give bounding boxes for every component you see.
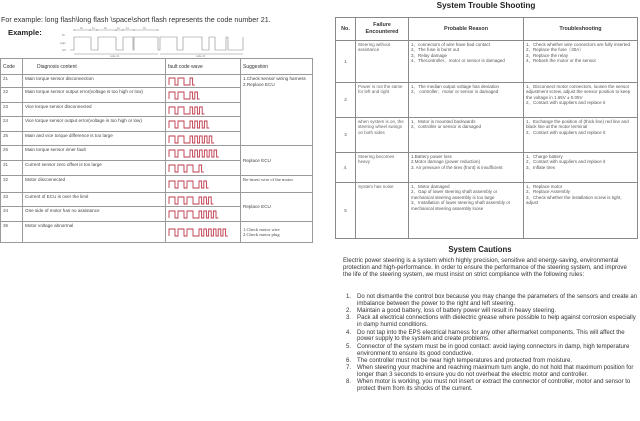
fault-wave [166, 176, 241, 193]
suggestion [241, 176, 313, 193]
fault-wave-icon [168, 209, 238, 219]
suggestion [241, 146, 313, 176]
reason-line: 2、controller or sensor is damaged [411, 124, 482, 130]
trouble-row [336, 118, 638, 153]
diagnosis-content: Current sensor zero offset is too large [23, 161, 166, 176]
caution-number: 1. [346, 293, 352, 300]
trouble-shooting-table [335, 17, 638, 239]
caution-text: Maintain a good battery, loss of battery power will result in heavy steering. [357, 307, 557, 315]
trouble-row [336, 183, 638, 239]
svg-text:3s: 3s [104, 27, 107, 30]
svg-text:1s: 1s [126, 27, 129, 30]
probable-reason [409, 83, 524, 118]
caution-text: Do not dismantle the control box because you may change the parameters of the sensors and create an imbalance between the power to the right and left steering. [357, 293, 638, 307]
diagnosis-content: Main torque sensor output error(voltage is too high or low) [23, 88, 166, 103]
caution-number: 7. [346, 364, 352, 372]
fault-wave-icon [168, 179, 238, 189]
fault-code: 26 [1, 146, 23, 161]
fault-wave [166, 132, 241, 146]
trouble-shooting-title: System Trouble Shooting [436, 1, 536, 10]
caution-item [346, 330, 640, 344]
fix-line: 3、Check whether the installation screw is tight，adjust [526, 194, 625, 206]
fault-row [1, 193, 313, 207]
suggestion-line: 2.Replace ECU [243, 81, 275, 87]
fault-wave [166, 207, 241, 222]
header-troubleshooting: Troubleshooting [524, 18, 638, 41]
reason-line: 3、Relay damage [411, 52, 448, 58]
caution-number: 5. [346, 342, 352, 350]
header-suggestion: Suggestion [241, 59, 313, 75]
fix-line: 2、Contact with suppliers and replace it [526, 100, 606, 106]
caution-number: 2. [346, 307, 352, 315]
header-reason: Probable Reason [409, 18, 524, 41]
reason-line: 2、 controller、motor or sensor is damaged [411, 89, 499, 95]
fault-code: 34 [1, 207, 23, 222]
suggestion [241, 193, 313, 222]
troubleshooting-steps [524, 183, 638, 239]
fault-code-table [0, 58, 313, 243]
header-diagnosis: Diagnosis content [23, 59, 166, 75]
fault-wave-icon [168, 163, 238, 173]
trouble-table-header [336, 18, 638, 41]
fault-table-header [1, 59, 313, 75]
fault-wave-icon [168, 134, 238, 144]
caution-text: When steering your machine and reaching maximum turn angle, do not hold that maximum position for longer than 3 seconds to ensure you do not overheat the electric motor and controller. [357, 364, 634, 378]
fix-line: 1、Disconnect motor connectors, loosen the sensor adjustment screw, adjust the sensor position to keep the voltage in 1.65V ± 0.05V [526, 84, 631, 100]
reason-line: 3、Installation of lower steering shaft assembly or mechanical steering assembly loose [411, 200, 511, 211]
trouble-row [336, 83, 638, 118]
example-description: For example: long flash\long flash \space\short flash represents the code number 21. [1, 15, 271, 24]
caution-number: 8. [346, 378, 352, 386]
fix-line: 1、Charge battery [526, 154, 563, 159]
fix-line: 2、Contact with suppliers and replace it [526, 129, 606, 135]
svg-text:3s: 3s [80, 27, 83, 30]
fault-code: 22 [1, 88, 23, 103]
fault-code: 31 [1, 161, 23, 176]
fault-code: 24 [1, 117, 23, 132]
fault-wave [166, 103, 241, 117]
header-failure: Failure Encountered [356, 18, 409, 41]
caution-item [346, 294, 640, 308]
caution-number: 4. [346, 328, 352, 336]
fix-line: 1、Check whether wire connectors are fully inserted [526, 42, 631, 47]
suggestion-line: 2.Check motor plug [243, 232, 280, 237]
header-no: No. [336, 18, 356, 41]
svg-text:1s: 1s [92, 27, 95, 30]
failure-encountered: System has noise [356, 183, 409, 239]
fault-wave [166, 193, 241, 207]
trouble-no: 2 [336, 83, 356, 118]
fault-code: 21 [1, 75, 23, 88]
fault-wave [166, 88, 241, 103]
fault-code: 25 [1, 132, 23, 146]
reason-line: 3. Air pressure of the tires (front) is insufficient [411, 164, 503, 170]
diagnosis-content: Current of ECU is over the limit [23, 193, 166, 207]
svg-text:code 21: code 21 [110, 55, 120, 58]
svg-text:Light: Light [60, 42, 66, 45]
suggestion-line: Replace ECU [243, 157, 271, 163]
cautions-list [346, 294, 640, 393]
fault-row [1, 176, 313, 193]
svg-text:Off: Off [62, 49, 66, 52]
fault-wave-icon [168, 227, 238, 237]
fault-code: 33 [1, 193, 23, 207]
caution-text: Do not tap into the EPS electrical harness for any other aftermarket components. This will affect the power supply to the system and create problems. [357, 328, 625, 343]
fix-line: 1、Replace motor [526, 184, 563, 189]
fault-code: 32 [1, 176, 23, 193]
fault-row [1, 222, 313, 243]
fault-wave [166, 146, 241, 161]
header-wave: fault code wave [166, 59, 241, 75]
fault-code: 23 [1, 103, 23, 117]
troubleshooting-steps [524, 83, 638, 118]
fix-line: 1、Exchange the position of (thick line) red line and black line at the motor terminal [526, 119, 629, 130]
example-flash-diagram [50, 26, 250, 58]
troubleshooting-steps [524, 41, 638, 83]
trouble-row [336, 41, 638, 83]
reason-line: 1.Battery power loss [411, 154, 452, 159]
fix-line: 2、Replace Assembly [526, 189, 571, 195]
trouble-no: 5 [336, 183, 356, 239]
fault-wave-icon [168, 76, 238, 86]
reason-line: 2.Motor damage (power reduction) [411, 159, 481, 165]
suggestion-line: Replace ECU [243, 204, 271, 210]
fix-line: 3、Replace the relay [526, 52, 569, 58]
caution-item [346, 315, 640, 329]
suggestion [241, 222, 313, 243]
suggestion-line: 1.Check sensor wiring harness [243, 76, 306, 81]
reason-line: 2、The fuse is burnt out [411, 47, 460, 53]
suggestion-line: 1.Check motor wire [243, 226, 280, 232]
fault-wave-icon [168, 148, 238, 158]
fix-line: 3、Inflate tires [526, 164, 556, 170]
fault-wave [166, 75, 241, 88]
caution-number: 3. [346, 314, 352, 322]
caution-text: When motor is working, you must not insert or extract the connector of controller, motor and sensor to protect them from its shocks of the current. [357, 378, 631, 393]
svg-text:3s: 3s [143, 27, 146, 30]
reason-line: 1、The median output voltage has deviation [411, 84, 500, 89]
diagnosis-content: Main and vice torque difference is too large [23, 132, 166, 146]
trouble-row [336, 153, 638, 183]
trouble-no: 3 [336, 118, 356, 153]
fault-wave-icon [168, 90, 238, 100]
caution-item [346, 379, 640, 393]
failure-encountered: Steering becomes heavy [356, 153, 409, 183]
cautions-title: System Cautions [448, 245, 512, 254]
failure-encountered: when system is on, the steering wheel swings on both sides [356, 118, 409, 153]
probable-reason [409, 118, 524, 153]
diagnosis-content: Motor voltage abnormal [23, 222, 166, 243]
suggestion-line: Re-insert wire of the motor [243, 177, 294, 182]
troubleshooting-steps [524, 153, 638, 183]
diagnosis-content: One side of motor has no assistance [23, 207, 166, 222]
fix-line: 2、Replace the fuse（30A） [526, 47, 584, 53]
diagnosis-content: Vice torque sensor disconnected [23, 103, 166, 117]
caution-text: The controller must not be near high temperatures and protected from moisture. [357, 356, 573, 364]
fault-row [1, 146, 313, 161]
trouble-no: 4. [336, 153, 356, 183]
reason-line: 1、connectors of wire have bad contact [411, 42, 491, 47]
fault-wave-icon [168, 119, 238, 129]
probable-reason [409, 153, 524, 183]
fault-row [1, 75, 313, 88]
troubleshooting-steps [524, 118, 638, 153]
failure-encountered: Power is not the same for left and right [356, 83, 409, 118]
diagnosis-content: Main torque sensor disconnection [23, 75, 166, 88]
reason-line: 1、Motor damaged [411, 184, 450, 189]
fault-wave-icon [168, 105, 238, 115]
fault-wave [166, 117, 241, 132]
caution-item [346, 344, 640, 358]
caution-text: Connector of the system must be in good contact: avoid laying connectors in damp, high temperature environment to ensure its good conductive. [357, 342, 630, 357]
cautions-intro: Electric power steering is a system which highly precision, sensitive and energy-saving, environmental protection and high-performance. In order to ensure the performance of the steering system, and improve the life of the steering system, we must insist on strict compliance with the following rules: [343, 257, 627, 278]
caution-item [346, 365, 640, 379]
caution-number: 6. [346, 356, 352, 364]
fault-wave [166, 161, 241, 176]
reason-line: 1、Motor is mounted backwards [411, 119, 476, 124]
fix-line: 4、Reback the motor or the sensor [526, 58, 597, 64]
reason-line: 4、Thecontroller、motor or sensor is damaged [411, 58, 505, 64]
fault-wave [166, 222, 241, 243]
diagnosis-content: Vice torque sensor output error(voltage is too high or low) [23, 117, 166, 132]
probable-reason [409, 41, 524, 83]
svg-text:code 21: code 21 [196, 55, 206, 58]
diagnosis-content: Main torque sensor inner fault [23, 146, 166, 161]
header-code: Code [1, 59, 23, 75]
suggestion [241, 75, 313, 146]
trouble-no: 1 [336, 41, 356, 83]
fault-code: 36 [1, 222, 23, 243]
example-label: Example: [8, 28, 42, 37]
svg-text:1s: 1s [117, 27, 120, 30]
reason-line: 2、Gap of lower steering shaft assembly or mechanical steering assembly is too large [411, 189, 498, 200]
svg-text:5s: 5s [62, 34, 65, 37]
failure-encountered: Steering without assistance [356, 41, 409, 83]
fix-line: 2、Contact with suppliers and replace it [526, 159, 606, 165]
caution-text: Pack all electrical connections with dielectric grease where possible to help against corrosion especially in damp humid conditions. [357, 314, 636, 329]
fault-wave-icon [168, 195, 238, 205]
diagnosis-content: Motor disconnected [23, 176, 166, 193]
probable-reason [409, 183, 524, 239]
